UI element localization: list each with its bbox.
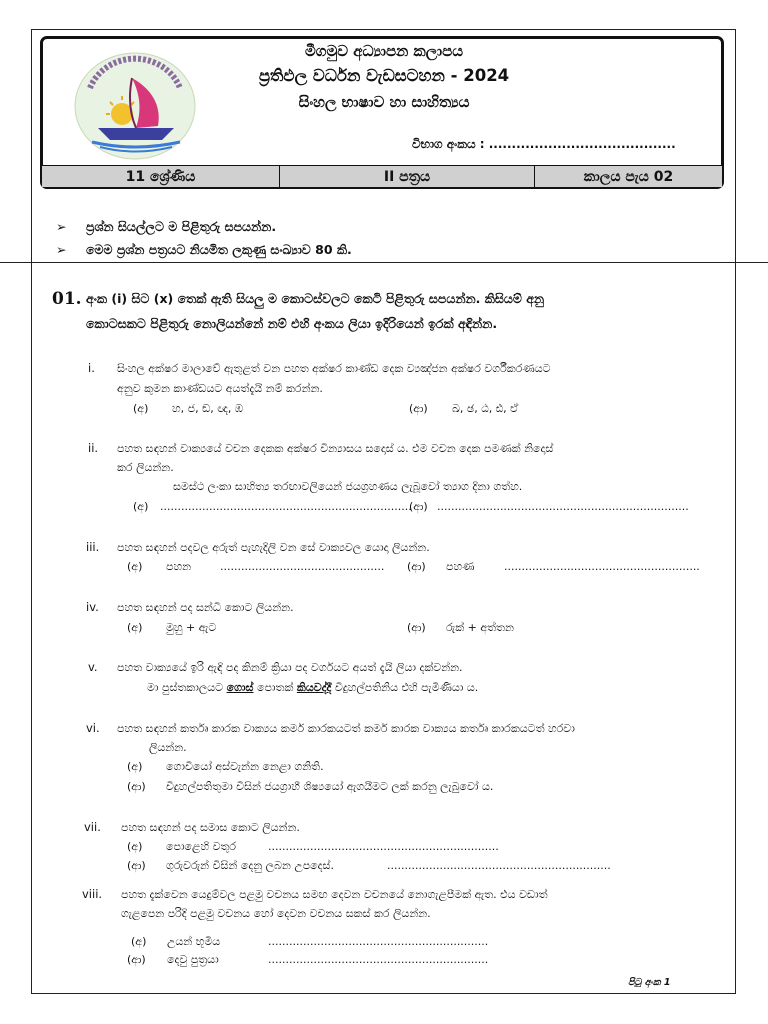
option-text: පොළෙහි වතුර (166, 840, 237, 853)
question-instruction-line2: කොටසකට පිළිතුරු නොලියන්නේ නම් එහි අංකය ලියා ඉදිරියෙන් ඉරක් අඳින්න. (86, 316, 498, 331)
paper-info-bar (42, 165, 722, 187)
part-v-sentence: මා පුස්තකාලයට ගොස් පොතක් කියවද්දී විදුහල්පතිනිය එහි පැමිණියා ය. (147, 681, 479, 694)
part-number: viii. (82, 887, 103, 901)
part-number: vii. (84, 820, 101, 834)
question-number: 01. (52, 289, 82, 309)
option-label: (ආ) (409, 500, 428, 513)
option-text: දෙවු පුත්‍රයා (167, 953, 219, 966)
part-number: ii. (88, 441, 99, 455)
time-label: කාලය පැය 02 (534, 166, 722, 187)
answer-blank[interactable]: ............................................... (220, 560, 385, 573)
arrow-bullet-icon: ➢ (56, 219, 67, 234)
answer-blank[interactable]: ........................................................................ (437, 500, 689, 513)
section-divider (0, 262, 768, 263)
underlined-word: ගොස් (226, 681, 254, 694)
zone-title: මීගමුව අධ්‍යාපන කලාපය (304, 42, 464, 60)
option-text: පහන (166, 560, 192, 573)
option-text: ඛ, ඡ, ඨ, ඪ, ඒ (452, 402, 519, 415)
part-viii-text: ගැළපෙන පරිදි පළමු වචනය හෝ දෙවන වචනය සකස් කර ලියන්න. (121, 907, 431, 920)
part-i-text: සිංහල අක්ෂර මාලාවේ ඇතුළත් වන පහත අක්ෂර කාණ්ඩ දෙක ව්‍යඤ්ජන අක්ෂර වර්ගීකරණයට (117, 362, 551, 375)
option-label: (ආ) (407, 560, 426, 573)
option-text: මුහු + ඇට (166, 621, 217, 634)
part-iv-text: පහත සඳහන් පද සන්ධි කොට ලියන්න. (117, 601, 294, 614)
option-text: රුක් + අත්තන (446, 621, 514, 634)
part-viii-text: පහත දැක්වෙන යෙදුම්වල පළමු වචනය සමඟ දෙවන වචනයේ නොගැළපීමක් ඇත. එය වඩාත් (121, 888, 548, 901)
option-label: (අ) (131, 935, 147, 948)
part-iii-text: පහත සඳහන් පදවල අරුත් පැහැදිලි වන සේ වාක්‍යවල යොදා ලියන්න. (117, 541, 430, 554)
page-number: පිටු අංක 1 (628, 977, 671, 988)
option-text: ගොවියෝ අස්වැන්න නෙළා ගනිති. (166, 760, 324, 773)
part-ii-sentence: සමස්ථ ලංකා සාහිත්‍ය තරඟාවලියෙන් ජයග්‍රහණය ලැබූවෝ ත්‍යාග දිනා ගත්හ. (173, 480, 523, 493)
underlined-word: කියවද්දී (296, 681, 332, 694)
option-text: හ, ජ, ඞ, ඥ, ඹ (172, 402, 244, 415)
question-instruction-line1: අංක (i) සිට (x) තෙක් ඇති සියලු ම කොටස්වලට කෙටි පිළිතුරු සපයන්න. කිසියම් අනු (86, 291, 545, 306)
option-label: (ආ) (127, 859, 146, 872)
part-vi-text: ලියන්න. (149, 741, 187, 754)
part-i-text: අනුව කුමන කාණ්ඩයට අයත්දැයි නම් කරන්න. (117, 382, 323, 395)
part-number: v. (88, 660, 98, 674)
part-ii-text: කර ලියන්න. (117, 461, 174, 474)
part-vi-text: පහත සඳහන් කර්තෘ කාරක වාක්‍යය කර්ම කාරකයටත් කර්ම කාරක වාක්‍යය කර්තෘ කාරකයටත් හරවා (117, 722, 575, 735)
part-number: vi. (86, 721, 100, 735)
option-label: (ආ) (127, 953, 146, 966)
grade-label: 11 ශ්‍රේණිය (125, 168, 196, 185)
answer-blank[interactable]: ........................................................................ (160, 500, 412, 513)
option-label: (අ) (127, 621, 143, 634)
option-text: විදුහල්පතිතුමා විසින් ජයග්‍රාහී ශිෂ්‍යයෝ ඇගයීමට ලක් කරනු ලැබුවෝ ය. (166, 780, 494, 793)
option-label: (ආ) (409, 402, 428, 415)
option-text: ගුරුවරුන් විසින් දෙනු ලබන උපදෙස්. (166, 859, 334, 872)
part-ii-text: පහත සඳහන් වාක්‍යයේ වචන දෙකක අක්ෂර වින්‍යාසය සදොස් ය. එම වචන දෙක පමණක් නිදොස් (117, 442, 554, 455)
option-text: පහණ (446, 560, 475, 573)
option-label: (ආ) (127, 780, 146, 793)
option-label: (අ) (127, 760, 143, 773)
program-title: ප්‍රතිඵල වර්ධන වැඩසටහන - 2024 (258, 66, 510, 85)
subject-title: සිංහල භාෂාව හා සාහිත්‍යය (298, 93, 470, 111)
option-label: (අ) (127, 840, 143, 853)
answer-blank[interactable]: .................................................................. (268, 840, 499, 853)
option-label: (අ) (133, 402, 149, 415)
option-label: (අ) (127, 560, 143, 573)
arrow-bullet-icon: ➢ (56, 242, 67, 257)
part-number: iv. (86, 600, 99, 614)
part-number: iii. (86, 540, 100, 554)
answer-blank[interactable]: ............................................................... (268, 935, 489, 948)
answer-blank[interactable]: ........................................................ (504, 560, 700, 573)
instruction-2: ➢ මෙම ප්‍රශ්න පත්‍රයට නියමිත ලකුණු සංඛ්‍යාව 80 කි. (56, 242, 352, 257)
option-label: (අ) (133, 500, 149, 513)
answer-blank[interactable]: ................................................................ (387, 859, 611, 872)
instruction-1: ➢ ප්‍රශ්න සියල්ලට ම පිළිතුරු සපයන්න. (56, 219, 277, 234)
option-label: (ආ) (407, 621, 426, 634)
part-number: i. (88, 361, 95, 375)
answer-blank[interactable]: ............................................................... (268, 953, 489, 966)
exam-number-field: විභාග අංකය : ......................................... (412, 137, 676, 151)
paper-label: II පත්‍රය (279, 166, 534, 187)
part-v-text: පහත වාක්‍යයේ ඉරි ඇඳි පද කිනම් ක්‍රියා පද වර්ගයට අයත් දැයි ලියා දක්වන්න. (117, 661, 463, 674)
part-vii-text: පහත සඳහන් පද සමාස කොට ලියන්න. (121, 821, 300, 834)
option-text: උයන් භූමිය (167, 935, 221, 948)
